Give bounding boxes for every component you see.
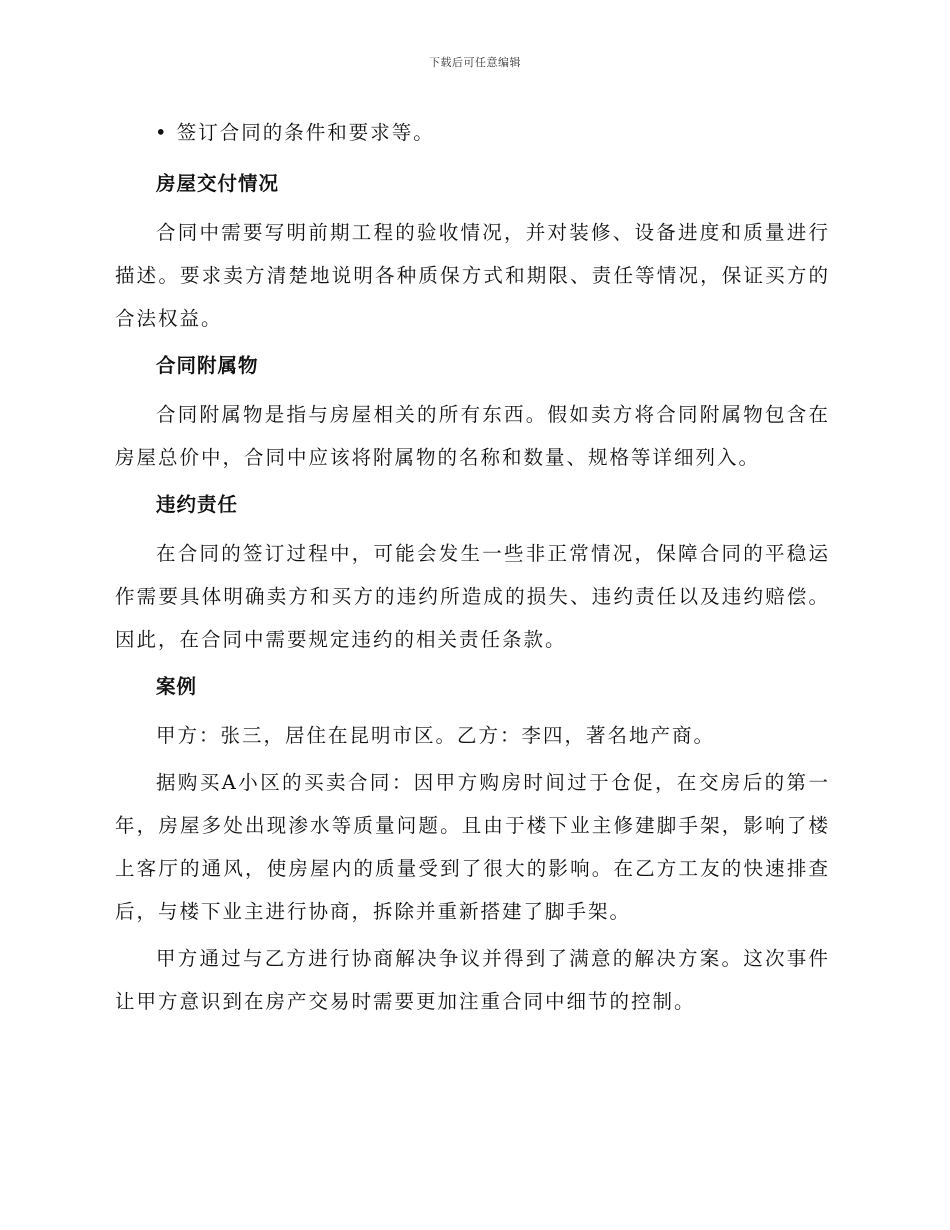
- section-heading: 房屋交付情况: [156, 172, 280, 195]
- section-heading: 违约责任: [156, 493, 239, 516]
- paragraph: 据购买A小区的买卖合同：因甲方购房时间过于仓促，在交房后的第一年，房屋多处出现渗水等质量问题。且由于楼下业主修建脚手架，影响了楼上客厅的通风，使房屋内的质量受到了很大的影响。在乙方工友的快速排查后，与楼下业主进行协商，拆除并重新搭建了脚手架。: [115, 771, 830, 923]
- page-header: 下载后可任意编辑: [429, 56, 521, 69]
- document-body: [115, 111, 830, 1027]
- paragraph: 合同附属物是指与房屋相关的所有东西。假如卖方将合同附属物包含在房屋总价中，合同中应该将附属物的名称和数量、规格等详细列入。: [115, 403, 830, 469]
- section-heading: 合同附属物: [156, 354, 259, 377]
- section-heading: 案例: [156, 675, 198, 698]
- paragraph: 甲方通过与乙方进行协商解决争议并得到了满意的解决方案。这次事件让甲方意识到在房产交易时需要更加注重合同中细节的控制。: [115, 947, 830, 1013]
- paragraph: 甲方：张三，居住在昆明市区。乙方：李四，著名地产商。: [156, 724, 716, 747]
- paragraph: 在合同的签订过程中，可能会发生一些非正常情况，保障合同的平稳运作需要具体明确卖方和买方的违约所造成的损失、违约责任以及违约赔偿。因此，在合同中需要规定违约的相关责任条款。: [115, 542, 830, 651]
- bullet-item: • 签订合同的条件和要求等。: [155, 121, 435, 144]
- paragraph: 合同中需要写明前期工程的验收情况，并对装修、设备进度和质量进行描述。要求卖方清楚地说明各种质保方式和期限、责任等情况，保证买方的合法权益。: [115, 221, 830, 330]
